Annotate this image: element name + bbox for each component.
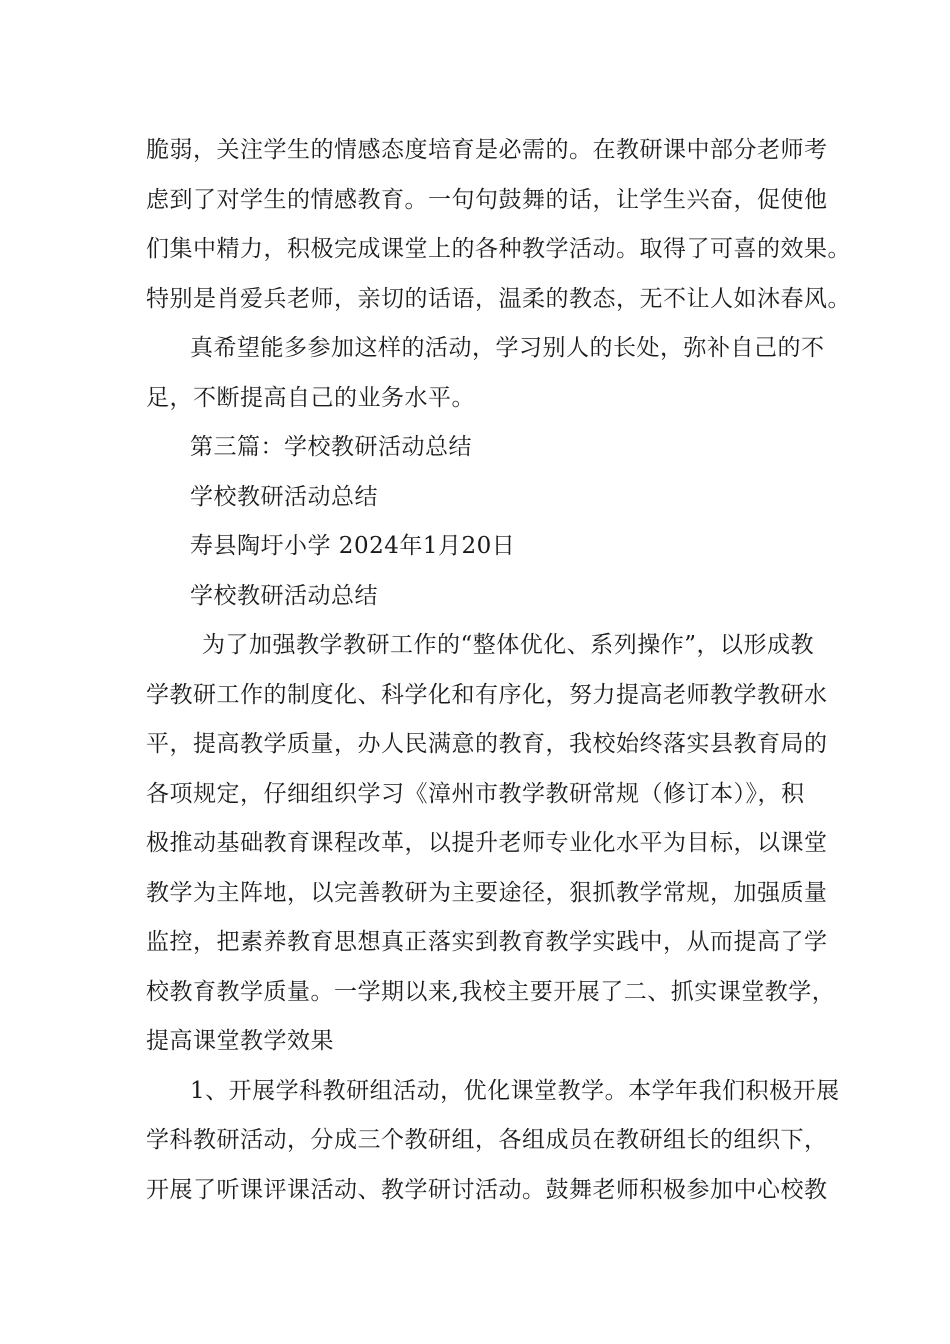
document-subtitle: 学校教研活动总结 <box>190 582 378 609</box>
paragraph-line: 学教研工作的制度化、科学化和有序化，努力提高老师教学教研水 <box>146 681 828 708</box>
paragraph-line: 监控，把素养教育思想真正落实到教育教学实践中，从而提高了学 <box>146 929 828 955</box>
paragraph-line: 平，提高教学质量，办人民满意的教育，我校始终落实县教育局的 <box>146 731 828 757</box>
paragraph-line: 足，不断提高自己的业务水平。 <box>146 384 475 411</box>
paragraph-line: 为了加强教学教研工作的“整体优化、系列操作”，以形成教 <box>202 632 815 658</box>
paragraph-line: 虑到了对学生的情感教育。一句句鼓舞的话，让学生兴奋，促使他 <box>146 186 828 213</box>
paragraph-line: 各项规定，仔细组织学习《漳州市教学教研常规（修订本）》，积 <box>146 780 805 807</box>
document-body <box>146 126 851 1215</box>
paragraph-line: 1、开展学科教研组活动，优化课堂教学。本学年我们积极开展 <box>190 1077 840 1104</box>
paragraph-line: 真希望能多参加这样的活动，学习别人的长处，弥补自己的不 <box>190 335 825 361</box>
paragraph-line: 特别是肖爱兵老师，亲切的话语，温柔的教态，无不让人如沐春风。 <box>146 285 851 312</box>
paragraph-line: 校教育教学质量。一学期以来,我校主要开展了二、抓实课堂教学， <box>146 978 836 1005</box>
paragraph-line: 极推动基础教育课程改革，以提升老师专业化水平为目标，以课堂 <box>146 830 828 856</box>
paragraph-line: 们集中精力，积极完成课堂上的各种教学活动。取得了可喜的效果。 <box>146 236 851 262</box>
document-title: 学校教研活动总结 <box>190 483 378 510</box>
paragraph-line: 开展了听课评课活动、教学研讨活动。鼓舞老师积极参加中心校教 <box>146 1176 828 1203</box>
paragraph-line: 教学为主阵地，以完善教研为主要途径，狠抓教学常规，加强质量 <box>146 879 828 906</box>
author-date-line: 寿县陶圩小学 2024年1月20日 <box>190 533 516 559</box>
paragraph-line: 脆弱，关注学生的情感态度培育是必需的。在教研课中部分老师考 <box>146 137 828 163</box>
paragraph-line: 提高课堂教学效果 <box>146 1028 334 1054</box>
section-heading: 第三篇：学校教研活动总结 <box>190 434 472 460</box>
paragraph-line: 学科教研活动，分成三个教研组，各组成员在教研组长的组织下， <box>146 1127 828 1153</box>
